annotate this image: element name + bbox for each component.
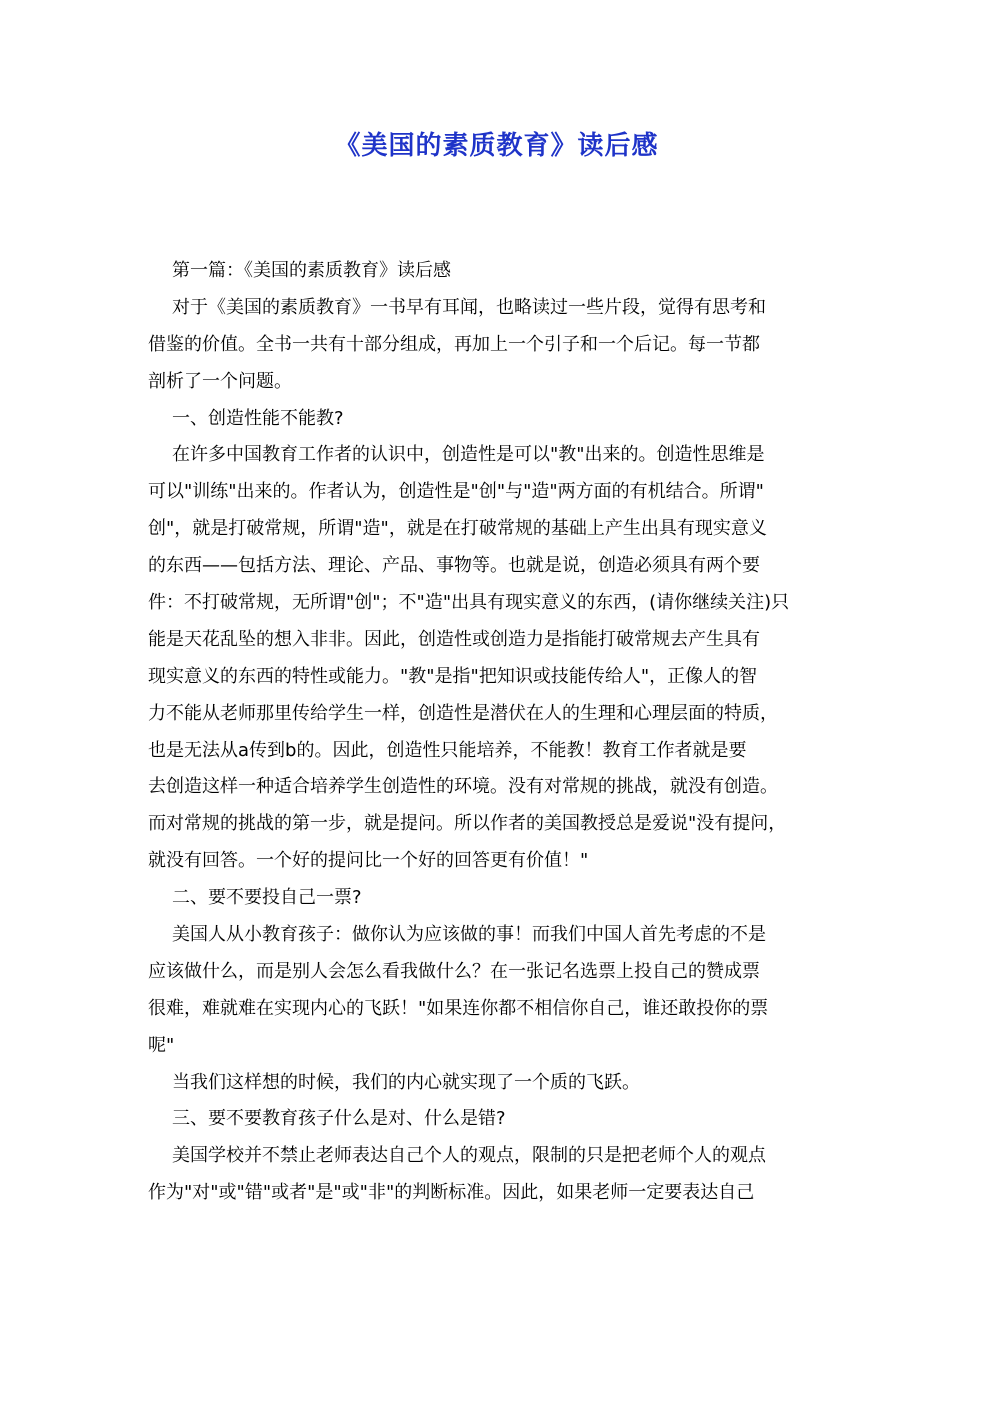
body-line: 创"，就是打破常规，所谓"造"，就是在打破常规的基础上产生出具有现实意义: [148, 518, 767, 540]
body-line: 一、创造性能不能教?: [172, 407, 344, 429]
body-line: 第一篇：《美国的素质教育》读后感: [172, 260, 451, 281]
body-line: 三、要不要教育孩子什么是对、什么是错?: [172, 1108, 506, 1130]
body-line: 作为"对"或"错"或者"是"或"非"的判断标准。因此，如果老师一定要表达自己: [148, 1182, 755, 1204]
body-line: 的东西——包括方法、理论、产品、事物等。也就是说，创造必须具有两个要: [148, 555, 760, 577]
body-line: 能是天花乱坠的想入非非。因此，创造性或创造力是指能打破常规去产生具有: [148, 628, 760, 650]
body-line: 可以"训练"出来的。作者认为，创造性是"创"与"造"两方面的有机结合。所谓": [148, 481, 764, 503]
body-line: 去创造这样一种适合培养学生创造性的环境。没有对常规的挑战，就没有创造。: [148, 776, 778, 798]
body-line: 美国学校并不禁止老师表达自己个人的观点，限制的只是把老师个人的观点: [172, 1145, 766, 1167]
document-title: 《美国的素质教育》读后感: [334, 131, 659, 161]
body-line: 当我们这样想的时候，我们的内心就实现了一个质的飞跃。: [172, 1071, 640, 1093]
body-line: 而对常规的挑战的第一步，就是提问。所以作者的美国教授总是爱说"没有提问，: [148, 813, 787, 835]
body-line: 剖析了一个问题。: [148, 370, 292, 392]
body-line: 呢": [148, 1034, 175, 1056]
body-line: 件：不打破常规，无所谓"创"；不"造"出具有现实意义的东西，(请你继续关注)只: [148, 592, 790, 614]
document-body: [148, 253, 878, 1212]
body-line: 现实意义的东西的特性或能力。"教"是指"把知识或技能传给人"，正像人的智: [148, 665, 758, 687]
body-line: 美国人从小教育孩子：做你认为应该做的事！而我们中国人首先考虑的不是: [172, 924, 766, 946]
body-line: 很难，难就难在实现内心的飞跃！"如果连你都不相信你自己，谁还敢投你的票: [148, 997, 769, 1019]
body-line: 在许多中国教育工作者的认识中，创造性是可以"教"出来的。创造性思维是: [172, 444, 765, 466]
body-line: 就没有回答。一个好的提问比一个好的回答更有价值！": [148, 850, 589, 872]
body-line: 应该做什么，而是别人会怎么看我做什么？在一张记名选票上投自己的赞成票: [148, 960, 760, 982]
body-line: 二、要不要投自己一票?: [172, 887, 362, 909]
body-line: 力不能从老师那里传给学生一样，创造性是潜伏在人的生理和心理层面的特质，: [148, 702, 778, 724]
body-line: 也是无法从a传到b的。因此，创造性只能培养，不能教！教育工作者就是要: [148, 739, 747, 761]
body-line: 借鉴的价值。全书一共有十部分组成，再加上一个引子和一个后记。每一节都: [148, 333, 760, 355]
body-line: 对于《美国的素质教育》一书早有耳闻，也略读过一些片段，觉得有思考和: [172, 296, 766, 318]
